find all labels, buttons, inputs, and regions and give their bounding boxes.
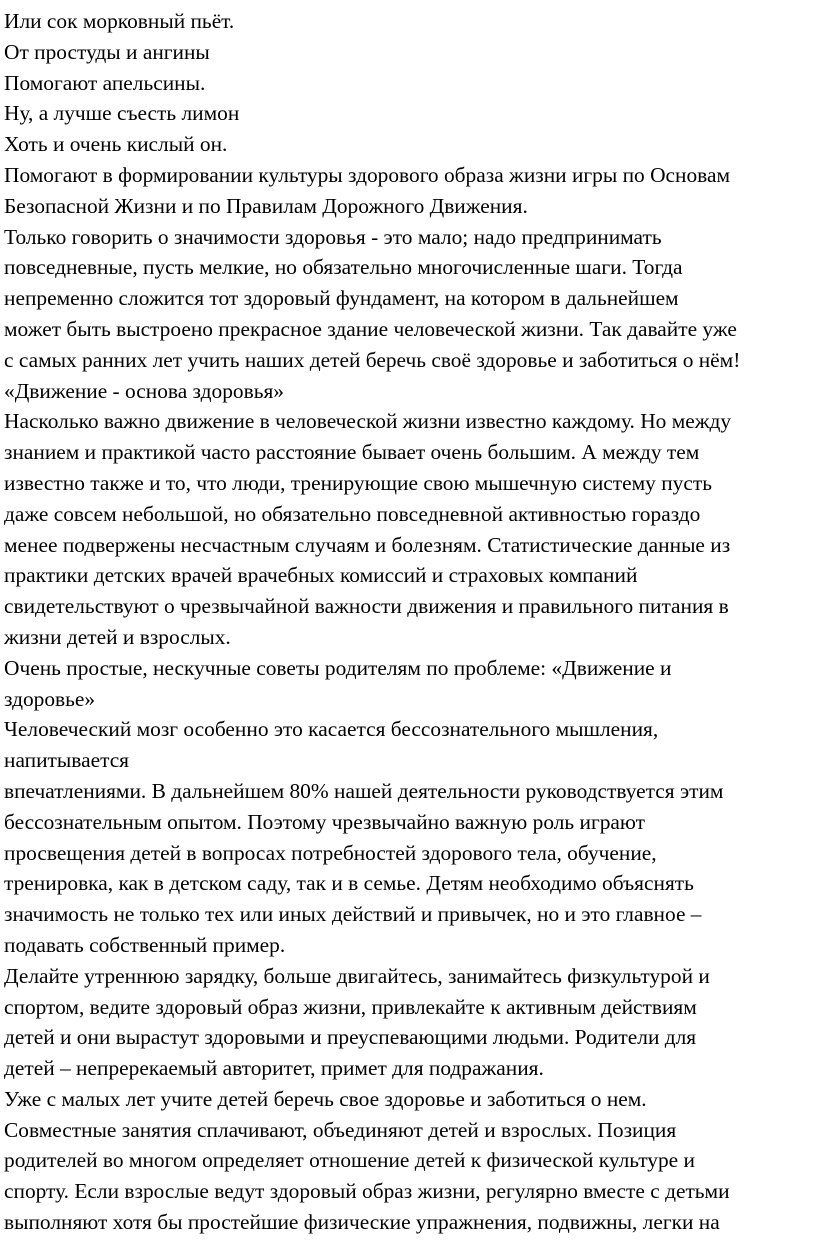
text-line: спортом, ведите здоровый образ жизни, привлекайте к активным действиям xyxy=(4,994,697,1019)
text-line: бессознательным опытом. Поэтому чрезвычайно важную роль играют xyxy=(4,809,645,834)
text-line: может быть выстроено прекрасное здание человеческой жизни. Так давайте уже xyxy=(4,316,737,341)
text-line: спорту. Если взрослые ведут здоровый образ жизни, регулярно вместе с детьми xyxy=(4,1179,730,1204)
text-line: знанием и практикой часто расстояние бывает очень большим. А между тем xyxy=(4,440,700,465)
text-line: Насколько важно движение в человеческой жизни известно каждому. Но между xyxy=(4,409,732,434)
text-line: повседневные, пусть мелкие, но обязательно многочисленные шаги. Тогда xyxy=(4,255,683,280)
text-line: Человеческий мозг особенно это касается бессознательного мышления, xyxy=(4,717,659,742)
text-line: напитывается xyxy=(4,748,130,773)
text-line: детей и они вырастут здоровыми и преуспевающими людьми. Родители для xyxy=(4,1025,697,1050)
text-line: с самых ранних лет учить наших детей беречь своё здоровье и заботиться о нём! xyxy=(4,347,741,372)
text-line: Делайте утреннюю зарядку, больше двигайтесь, занимайтесь физкультурой и xyxy=(4,963,710,988)
text-line: значимость не только тех или иных действий и привычек, но и это главное – xyxy=(4,902,702,927)
text-line: Помогают апельсины. xyxy=(4,70,206,95)
section-heading: Очень простые, нескучные советы родителям по проблеме: «Движение и xyxy=(4,655,672,680)
text-line: впечатлениями. В дальнейшем 80% нашей деятельности руководствуется этим xyxy=(4,778,724,803)
text-line: практики детских врачей врачебных комиссий и страховых компаний xyxy=(4,563,638,588)
text-line: Безопасной Жизни и по Правилам Дорожного Движения. xyxy=(4,193,528,218)
text-line: Уже с малых лет учите детей беречь свое здоровье и заботиться о нем. xyxy=(4,1086,647,1111)
text-line: непременно сложится тот здоровый фундамент, на котором в дальнейшем xyxy=(4,286,679,311)
text-line: Только говорить о значимости здоровья - это мало; надо предпринимать xyxy=(4,224,662,249)
text-line: выполняют хотя бы простейшие физические упражнения, подвижны, легки на xyxy=(4,1210,720,1235)
text-line: даже совсем небольшой, но обязательно повседневной активностью гораздо xyxy=(4,501,701,526)
text-line: Помогают в формировании культуры здорового образа жизни игры по Основам xyxy=(4,162,731,187)
text-line: Или сок морковный пьёт. xyxy=(4,9,235,33)
text-line: подавать собственный пример. xyxy=(4,932,286,957)
section-heading: здоровье» xyxy=(4,686,96,711)
text-line: менее подвержены несчастным случаям и болезням. Статистические данные из xyxy=(4,532,731,557)
section-heading: «Движение - основа здоровья» xyxy=(4,378,284,403)
text-line: детей – непререкаемый авторитет, примет для подражания. xyxy=(4,1056,544,1081)
text-line: Ну, а лучше съесть лимон xyxy=(4,101,240,126)
text-line: Совместные занятия сплачивают, объединяют детей и взрослых. Позиция xyxy=(4,1117,677,1142)
text-line: жизни детей и взрослых. xyxy=(4,624,231,649)
text-line: Хоть и очень кислый он. xyxy=(4,132,228,157)
text-line: просвещения детей в вопросах потребностей здорового тела, обучение, xyxy=(4,840,657,865)
text-line: тренировка, как в детском саду, так и в семье. Детям необходимо объяснять xyxy=(4,871,694,896)
text-line: родителей во многом определяет отношение детей к физической культуре и xyxy=(4,1148,695,1173)
text-line: свидетельствуют о чрезвычайной важности движения и правильного питания в xyxy=(4,594,729,619)
text-line: известно также и то, что люди, тренирующие свою мышечную систему пусть xyxy=(4,470,712,495)
text-line: От простуды и ангины xyxy=(4,39,210,64)
